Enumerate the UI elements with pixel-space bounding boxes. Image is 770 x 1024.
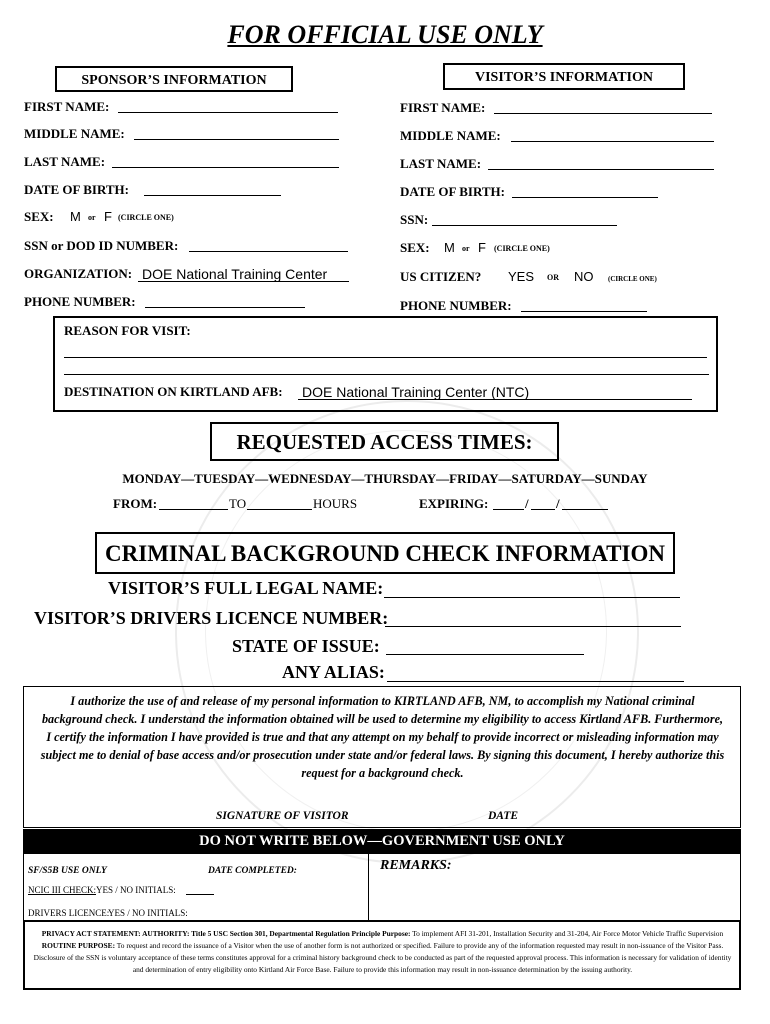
sponsor-phone-field[interactable] [147, 291, 303, 307]
sponsor-middle-name-label: MIDDLE NAME: [24, 126, 125, 141]
visitor-middle-name-label: MIDDLE NAME: [400, 128, 501, 143]
sponsor-last-name-label: LAST NAME: [24, 154, 106, 169]
visitor-middle-name-field[interactable] [513, 125, 712, 141]
visitor-ssn-label: SSN: [400, 212, 429, 227]
visitor-dob-field[interactable] [514, 181, 656, 197]
sponsor-last-name-line [112, 167, 339, 168]
access-hours-label: HOURS [313, 496, 358, 511]
access-expiring-label: EXPIRING: [419, 496, 489, 511]
sponsor-ssn-field[interactable] [191, 235, 346, 251]
sponsor-phone-line [145, 307, 305, 308]
privacy-act-statement [30, 928, 735, 976]
sponsor-sex-or: or [88, 213, 96, 222]
reason-for-visit-label: REASON FOR VISIT: [64, 323, 191, 338]
visitor-last-name-field[interactable] [490, 153, 712, 169]
background-check-header: CRIMINAL BACKGROUND CHECK INFORMATION [95, 532, 675, 574]
drivers-licence-label: DRIVERS LICENCE: [28, 908, 110, 918]
remarks-field[interactable] [372, 878, 740, 920]
visitor-last-name-line [488, 169, 714, 170]
visitor-section-header: VISITOR’S INFORMATION [443, 63, 685, 90]
sponsor-phone-label: PHONE NUMBER: [24, 294, 136, 309]
expiring-year-field[interactable] [563, 493, 607, 509]
sponsor-sex-m[interactable]: M [70, 209, 81, 224]
reason-field-1[interactable] [66, 341, 704, 357]
expiring-month-field[interactable] [494, 493, 523, 509]
sponsor-last-name-field[interactable] [114, 151, 336, 167]
visitor-citizen-yes[interactable]: YES [508, 269, 535, 284]
visitor-citizen-circle-hint: (CIRCLE ONE) [608, 275, 657, 283]
visitor-citizen-or: OR [547, 273, 559, 282]
visitor-first-name-line [494, 113, 712, 114]
expiring-day-field[interactable] [532, 493, 554, 509]
sponsor-first-name-label: FIRST NAME: [24, 99, 110, 114]
visitor-citizen-label: US CITIZEN? [400, 269, 482, 284]
license-number-field[interactable] [387, 607, 679, 626]
visitor-phone-line [521, 311, 647, 312]
ncic-initials-field[interactable] [186, 883, 214, 894]
sponsor-organization-label: ORGANIZATION: [24, 266, 133, 281]
sponsor-ssn-label: SSN or DOD ID NUMBER: [24, 238, 179, 253]
visitor-first-name-label: FIRST NAME: [400, 100, 486, 115]
page-title: FOR OFFICIAL USE ONLY [227, 20, 543, 49]
visitor-dob-label: DATE OF BIRTH: [400, 184, 505, 199]
state-of-issue-field[interactable] [388, 635, 582, 654]
expiring-day-line [531, 509, 555, 510]
sponsor-ssn-line [189, 251, 348, 252]
destination-value[interactable]: DOE National Training Center (NTC) [302, 384, 530, 400]
visitor-sex-m[interactable]: M [444, 240, 455, 255]
sponsor-section-header: SPONSOR’S INFORMATION [55, 66, 293, 92]
visitor-first-name-field[interactable] [496, 97, 710, 113]
sponsor-organization-value[interactable]: DOE National Training Center [142, 266, 328, 282]
remarks-divider [368, 854, 369, 922]
alias-label: ANY ALIAS: [282, 662, 385, 682]
visitor-sex-or: or [462, 244, 470, 253]
visitor-ssn-line [432, 225, 617, 226]
visitor-sex-circle-hint: (CIRCLE ONE) [494, 244, 550, 253]
visitor-sex-label: SEX: [400, 240, 430, 255]
license-number-line [385, 626, 681, 627]
visitor-phone-label: PHONE NUMBER: [400, 298, 512, 313]
legal-name-field[interactable] [386, 578, 678, 597]
sponsor-first-name-field[interactable] [120, 96, 336, 112]
ncic-initials-line [186, 894, 214, 895]
visitor-citizen-no[interactable]: NO [574, 269, 594, 284]
drivers-licence-options: YES / NO INITIALS: [108, 908, 188, 918]
visitor-sex-f[interactable]: F [478, 240, 486, 255]
sponsor-sex-f[interactable]: F [104, 209, 112, 224]
access-times-header: REQUESTED ACCESS TIMES: [210, 422, 559, 461]
reason-line-1 [64, 357, 707, 358]
visitor-middle-name-line [511, 141, 714, 142]
privacy-routine-text: To request and record the issuance of a Visitor when the use of another form is not authorized or specified. Failure to provide any of the information requested may result in non-issuance of the Visitor Pass. Disclosure of the SSN is voluntary acceptance of these terms constitutes approval for a criminal history background check to be conducted as part of the requested approval process. This information is necessary for validation of identity and determination of entry eligibility onto Kirtland Air Force Base. Failure to provide this information may result in non-issuance determination by the issuing authority. [33, 941, 732, 974]
access-to-field[interactable] [248, 493, 310, 509]
legal-name-label: VISITOR’S FULL LEGAL NAME: [108, 578, 384, 598]
sponsor-middle-name-field[interactable] [136, 123, 336, 139]
reason-line-2 [64, 374, 709, 375]
signature-of-visitor-label: SIGNATURE OF VISITOR [216, 810, 349, 822]
alias-field[interactable] [389, 662, 682, 681]
remarks-label: REMARKS: [380, 858, 452, 873]
expiring-month-line [493, 509, 524, 510]
state-of-issue-line [386, 654, 584, 655]
access-from-field[interactable] [160, 493, 226, 509]
access-to-line [247, 509, 312, 510]
sponsor-dob-line [144, 195, 281, 196]
privacy-authority-label: PRIVACY ACT STATEMENT: AUTHORITY: Title 5 USC Section 301, Departmental Regulation Principle Purpose: [41, 929, 411, 938]
license-number-label: VISITOR’S DRIVERS LICENCE NUMBER: [34, 608, 389, 628]
ncic-check-options: YES / NO INITIALS: [96, 885, 176, 895]
visitor-ssn-field[interactable] [434, 209, 615, 225]
sponsor-dob-field[interactable] [146, 179, 278, 195]
government-use-banner: DO NOT WRITE BELOW—GOVERNMENT USE ONLY [23, 829, 741, 854]
visitor-last-name-label: LAST NAME: [400, 156, 482, 171]
access-from-line [159, 509, 228, 510]
sf-use-only-label: SF/S5B USE ONLY [28, 866, 107, 876]
privacy-authority-text: To implement AFI 31-201, Installation Security and 31-204, Air Force Motor Vehicle Traffic Supervision [410, 929, 724, 938]
signature-date-label: DATE [488, 810, 519, 822]
destination-label: DESTINATION ON KIRTLAND AFB: [64, 384, 283, 399]
reason-field-2[interactable] [66, 359, 706, 374]
access-days: MONDAY—TUESDAY—WEDNESDAY—THURSDAY—FRIDAY—SATURDAY—SUNDAY [122, 471, 648, 486]
visitor-dob-line [512, 197, 658, 198]
date-completed-label: DATE COMPLETED: [208, 866, 297, 876]
ncic-check-label: NCIC III CHECK: [28, 885, 96, 895]
access-from-label: FROM: [113, 496, 158, 511]
state-of-issue-label: STATE OF ISSUE: [232, 636, 380, 656]
expiring-slash-2: / [556, 496, 560, 511]
privacy-routine-label: ROUTINE PURPOSE: [41, 941, 116, 950]
access-to-label: TO [229, 496, 247, 511]
expiring-slash-1: / [525, 496, 529, 511]
authorization-text: I authorize the use of and release of my personal information to KIRTLAND AFB, NM, to accomplish my National criminal background check. I understand the information obtained will be used to determine my eligibility to access Kirtland AFB. Furthermore, I certify the information I have provided is true and that any attempt on my behalf to provide incorrect or misleading information may subject me to denial of base access and/or prosecution under state and/or federal laws. By signing this document, I hereby authorize this request for a background check. [40, 694, 725, 780]
expiring-year-line [562, 509, 608, 510]
visitor-phone-field[interactable] [523, 295, 645, 311]
sponsor-middle-name-line [134, 139, 339, 140]
legal-name-line [384, 597, 680, 598]
sponsor-sex-circle-hint: (CIRCLE ONE) [118, 213, 174, 222]
alias-line [387, 681, 684, 682]
sponsor-dob-label: DATE OF BIRTH: [24, 182, 129, 197]
sponsor-first-name-line [118, 112, 338, 113]
sponsor-sex-label: SEX: [24, 209, 54, 224]
